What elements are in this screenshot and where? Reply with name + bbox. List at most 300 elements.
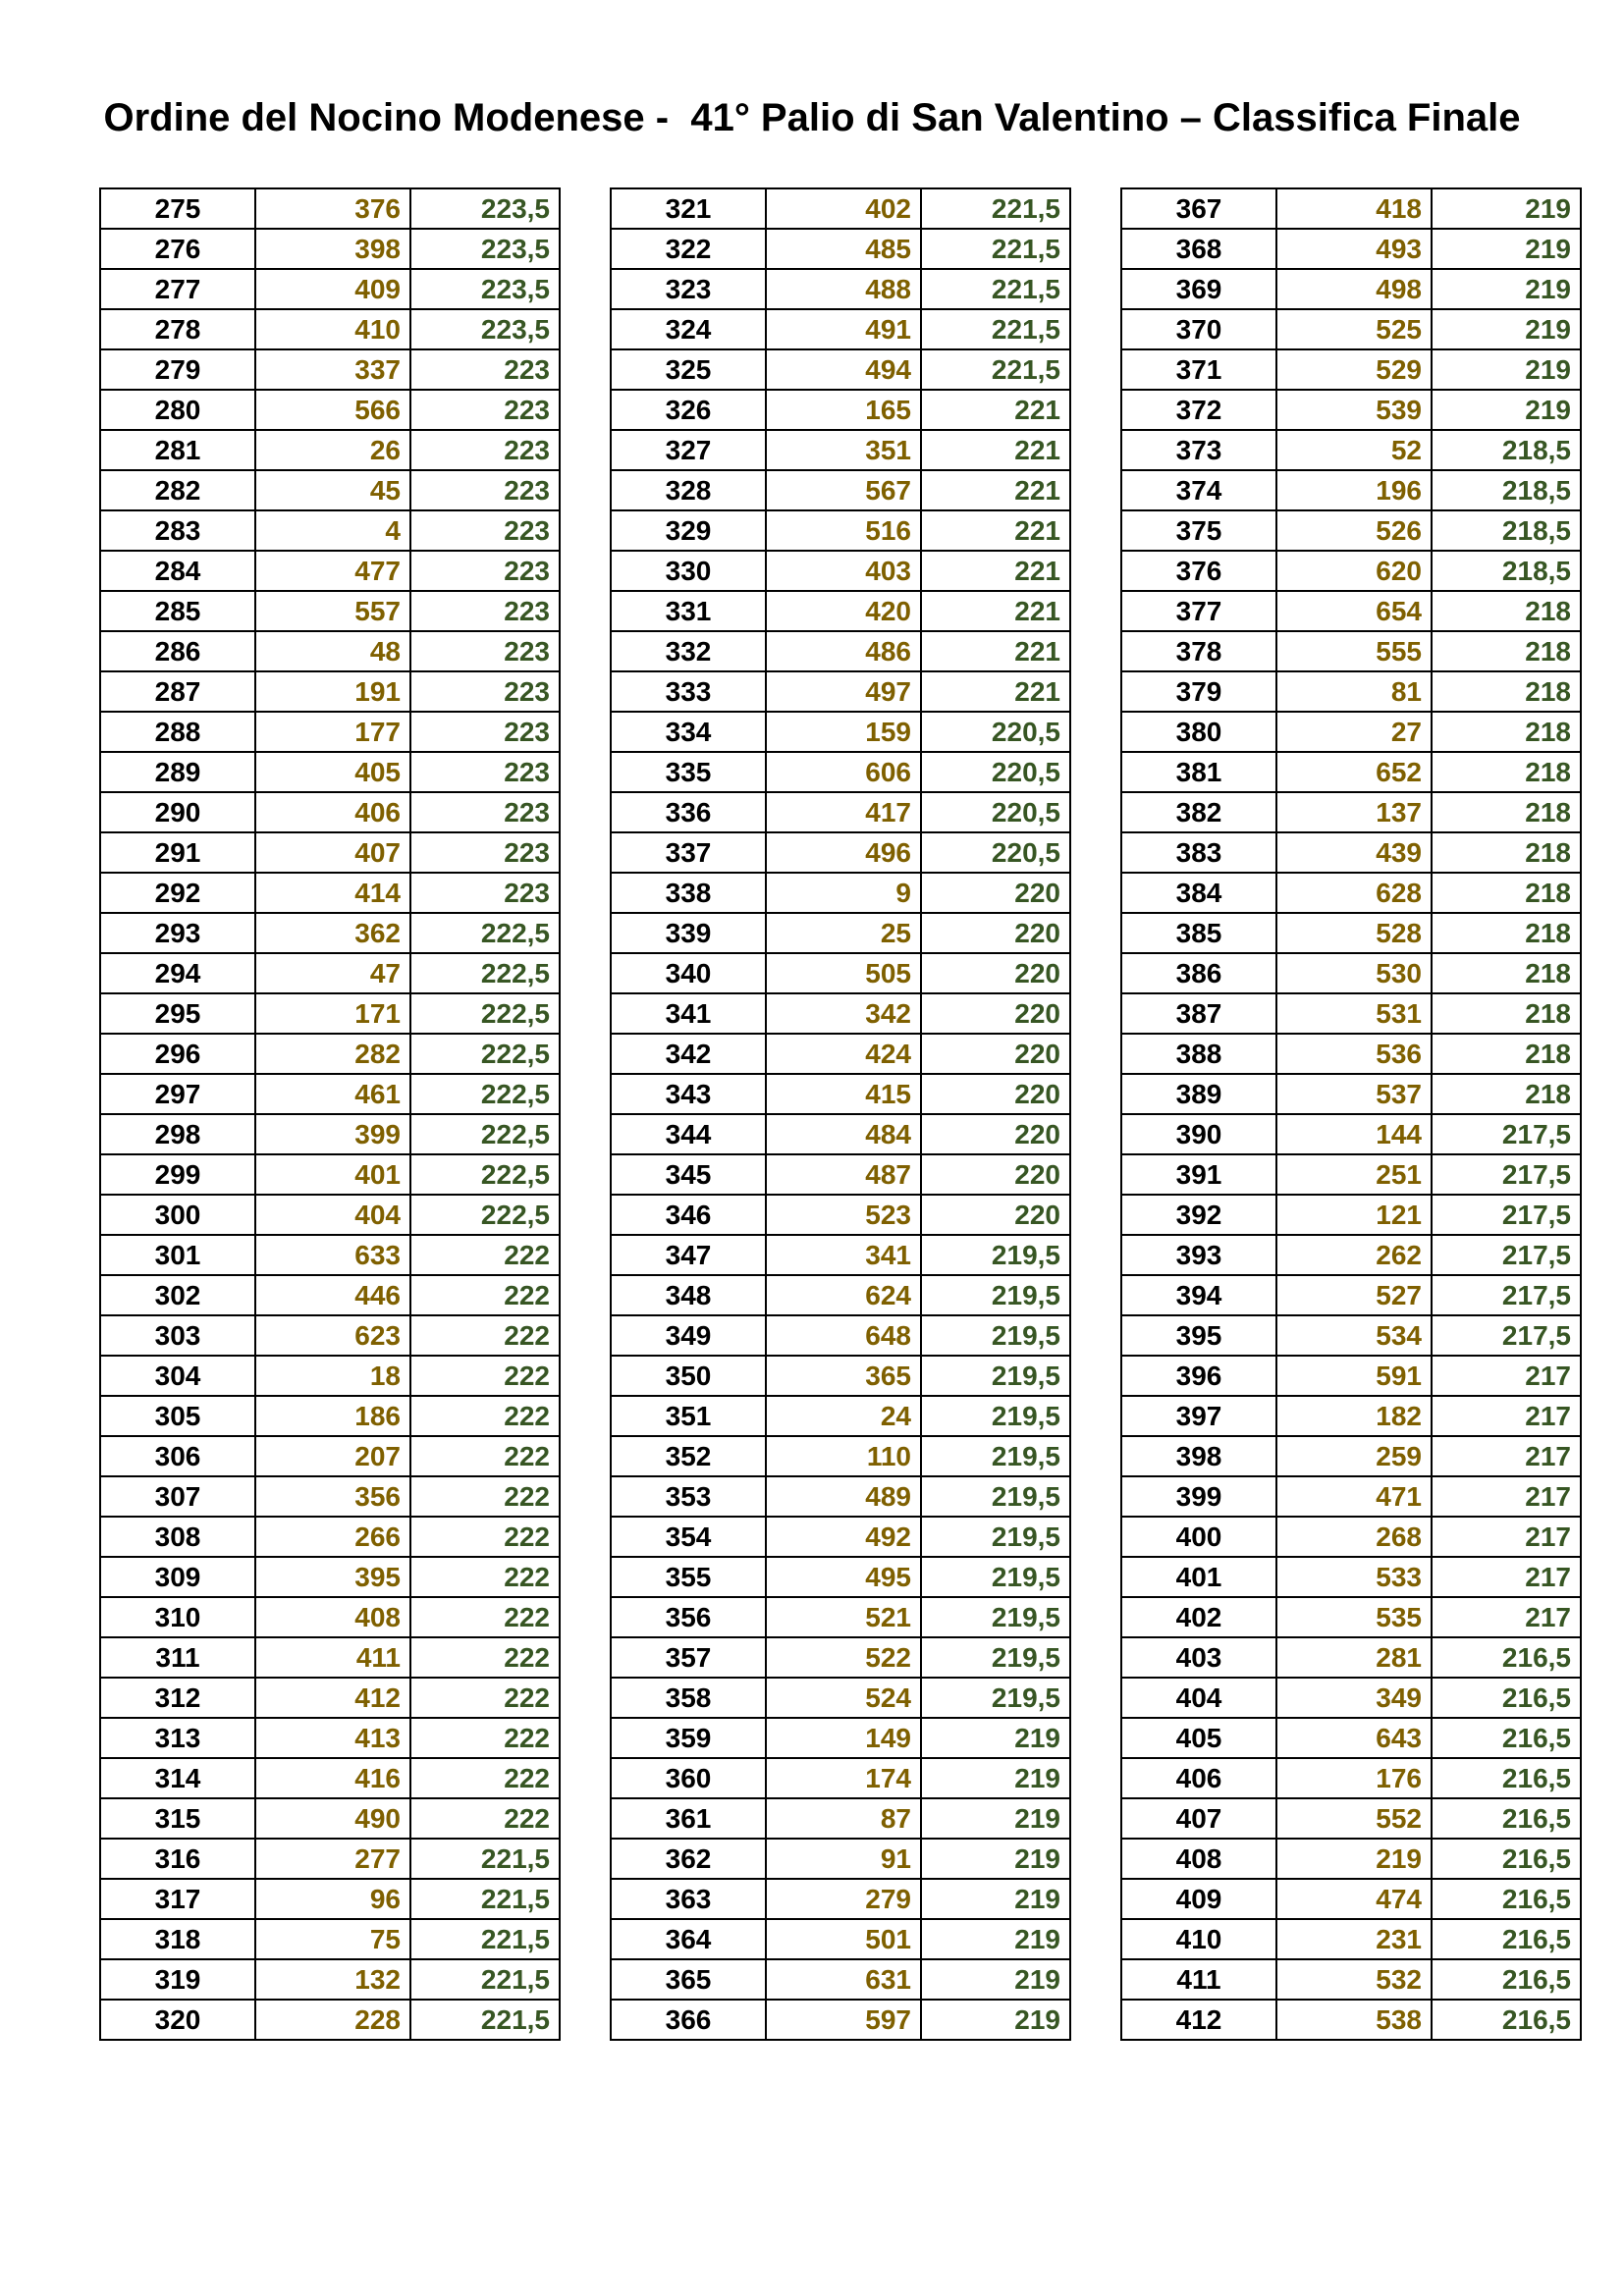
entry-code-cell: 96 <box>255 1879 410 1919</box>
entry-code-cell: 461 <box>255 1074 410 1114</box>
score-cell: 218,5 <box>1432 551 1581 591</box>
score-cell: 221,5 <box>921 229 1070 269</box>
score-cell: 216,5 <box>1432 1959 1581 2000</box>
table-row <box>1121 1436 1581 1476</box>
table-row <box>100 2000 560 2040</box>
entry-code-cell: 424 <box>766 1034 921 1074</box>
table-row <box>100 913 560 953</box>
score-cell: 222 <box>410 1758 560 1798</box>
entry-code-cell: 471 <box>1276 1476 1432 1517</box>
entry-code-cell: 652 <box>1276 752 1432 792</box>
score-cell: 222 <box>410 1275 560 1315</box>
score-cell: 220 <box>921 1074 1070 1114</box>
table-row <box>611 1758 1070 1798</box>
rank-cell: 347 <box>611 1235 766 1275</box>
table-row <box>100 1074 560 1114</box>
score-cell: 220 <box>921 873 1070 913</box>
rank-cell: 319 <box>100 1959 255 2000</box>
score-cell: 217,5 <box>1432 1195 1581 1235</box>
score-cell: 221 <box>921 671 1070 712</box>
entry-code-cell: 408 <box>255 1597 410 1637</box>
rank-cell: 390 <box>1121 1114 1276 1154</box>
entry-code-cell: 262 <box>1276 1235 1432 1275</box>
table-row <box>1121 1034 1581 1074</box>
table-row <box>1121 1074 1581 1114</box>
rank-cell: 410 <box>1121 1919 1276 1959</box>
entry-code-cell: 228 <box>255 2000 410 2040</box>
table-row <box>611 792 1070 832</box>
score-cell: 216,5 <box>1432 1839 1581 1879</box>
entry-code-cell: 494 <box>766 349 921 390</box>
entry-code-cell: 648 <box>766 1315 921 1356</box>
score-cell: 218 <box>1432 873 1581 913</box>
rank-cell: 370 <box>1121 309 1276 349</box>
score-cell: 220 <box>921 953 1070 993</box>
rank-cell: 380 <box>1121 712 1276 752</box>
entry-code-cell: 251 <box>1276 1154 1432 1195</box>
score-cell: 218 <box>1432 832 1581 873</box>
score-cell: 222 <box>410 1436 560 1476</box>
score-cell: 219 <box>1432 188 1581 229</box>
entry-code-cell: 633 <box>255 1235 410 1275</box>
entry-code-cell: 597 <box>766 2000 921 2040</box>
rank-cell: 366 <box>611 2000 766 2040</box>
score-cell: 223 <box>410 551 560 591</box>
table-row <box>611 1275 1070 1315</box>
table-row <box>611 1315 1070 1356</box>
rank-cell: 306 <box>100 1436 255 1476</box>
rank-cell: 392 <box>1121 1195 1276 1235</box>
entry-code-cell: 497 <box>766 671 921 712</box>
table-row <box>611 1557 1070 1597</box>
rank-cell: 401 <box>1121 1557 1276 1597</box>
rank-cell: 384 <box>1121 873 1276 913</box>
entry-code-cell: 81 <box>1276 671 1432 712</box>
rank-cell: 320 <box>100 2000 255 2040</box>
ranking-table-1 <box>99 187 561 2041</box>
score-cell: 219 <box>921 1758 1070 1798</box>
rank-cell: 364 <box>611 1919 766 1959</box>
entry-code-cell: 526 <box>1276 510 1432 551</box>
score-cell: 217 <box>1432 1396 1581 1436</box>
table-row <box>1121 1879 1581 1919</box>
rank-cell: 279 <box>100 349 255 390</box>
score-cell: 218 <box>1432 1034 1581 1074</box>
score-cell: 216,5 <box>1432 1879 1581 1919</box>
score-cell: 223 <box>410 390 560 430</box>
score-cell: 217 <box>1432 1557 1581 1597</box>
entry-code-cell: 191 <box>255 671 410 712</box>
score-cell: 218,5 <box>1432 510 1581 551</box>
score-cell: 219,5 <box>921 1637 1070 1678</box>
entry-code-cell: 75 <box>255 1919 410 1959</box>
score-cell: 219,5 <box>921 1517 1070 1557</box>
rank-cell: 286 <box>100 631 255 671</box>
entry-code-cell: 362 <box>255 913 410 953</box>
score-cell: 222 <box>410 1557 560 1597</box>
rank-cell: 315 <box>100 1798 255 1839</box>
score-cell: 218 <box>1432 953 1581 993</box>
entry-code-cell: 557 <box>255 591 410 631</box>
score-cell: 220 <box>921 1195 1070 1235</box>
table-row <box>100 1195 560 1235</box>
rank-cell: 334 <box>611 712 766 752</box>
rank-cell: 407 <box>1121 1798 1276 1839</box>
score-cell: 219,5 <box>921 1678 1070 1718</box>
rank-cell: 409 <box>1121 1879 1276 1919</box>
score-cell: 217 <box>1432 1517 1581 1557</box>
table-row <box>1121 1396 1581 1436</box>
rank-cell: 278 <box>100 309 255 349</box>
entry-code-cell: 505 <box>766 953 921 993</box>
score-cell: 216,5 <box>1432 1718 1581 1758</box>
table-row <box>1121 1356 1581 1396</box>
entry-code-cell: 531 <box>1276 993 1432 1034</box>
rank-cell: 383 <box>1121 832 1276 873</box>
rank-cell: 329 <box>611 510 766 551</box>
rank-cell: 403 <box>1121 1637 1276 1678</box>
table-row <box>1121 953 1581 993</box>
table-row <box>611 188 1070 229</box>
table-row <box>1121 1758 1581 1798</box>
score-cell: 222 <box>410 1235 560 1275</box>
score-cell: 219,5 <box>921 1396 1070 1436</box>
rank-cell: 277 <box>100 269 255 309</box>
entry-code-cell: 496 <box>766 832 921 873</box>
table-row <box>100 1275 560 1315</box>
score-cell: 217 <box>1432 1436 1581 1476</box>
rank-cell: 339 <box>611 913 766 953</box>
rank-cell: 318 <box>100 1919 255 1959</box>
table-row <box>100 953 560 993</box>
table-row <box>611 1235 1070 1275</box>
score-cell: 222 <box>410 1678 560 1718</box>
table-row <box>100 551 560 591</box>
rank-cell: 296 <box>100 1034 255 1074</box>
table-row <box>100 470 560 510</box>
rank-cell: 395 <box>1121 1315 1276 1356</box>
entry-code-cell: 413 <box>255 1718 410 1758</box>
score-cell: 223 <box>410 671 560 712</box>
rank-cell: 386 <box>1121 953 1276 993</box>
score-cell: 221 <box>921 510 1070 551</box>
score-cell: 221,5 <box>921 188 1070 229</box>
table-row <box>611 1195 1070 1235</box>
entry-code-cell: 489 <box>766 1476 921 1517</box>
table-row <box>100 873 560 913</box>
score-cell: 223 <box>410 470 560 510</box>
entry-code-cell: 529 <box>1276 349 1432 390</box>
rank-cell: 288 <box>100 712 255 752</box>
table-row <box>611 953 1070 993</box>
score-cell: 222 <box>410 1396 560 1436</box>
table-row <box>611 1154 1070 1195</box>
table-row <box>1121 551 1581 591</box>
rank-cell: 402 <box>1121 1597 1276 1637</box>
table-row <box>611 832 1070 873</box>
score-cell: 220 <box>921 993 1070 1034</box>
rank-cell: 355 <box>611 1557 766 1597</box>
score-cell: 222 <box>410 1798 560 1839</box>
score-cell: 216,5 <box>1432 1637 1581 1678</box>
rank-cell: 300 <box>100 1195 255 1235</box>
entry-code-cell: 266 <box>255 1517 410 1557</box>
score-cell: 217,5 <box>1432 1114 1581 1154</box>
entry-code-cell: 538 <box>1276 2000 1432 2040</box>
score-cell: 219 <box>921 1718 1070 1758</box>
table-row <box>100 1758 560 1798</box>
table-row <box>611 1074 1070 1114</box>
entry-code-cell: 420 <box>766 591 921 631</box>
table-row <box>1121 792 1581 832</box>
table-row <box>100 1879 560 1919</box>
score-cell: 217,5 <box>1432 1235 1581 1275</box>
rank-cell: 348 <box>611 1275 766 1315</box>
score-cell: 220 <box>921 1034 1070 1074</box>
score-cell: 220 <box>921 1114 1070 1154</box>
entry-code-cell: 566 <box>255 390 410 430</box>
score-cell: 223 <box>410 752 560 792</box>
rank-cell: 338 <box>611 873 766 913</box>
score-cell: 216,5 <box>1432 2000 1581 2040</box>
rank-cell: 323 <box>611 269 766 309</box>
entry-code-cell: 401 <box>255 1154 410 1195</box>
table-row <box>611 390 1070 430</box>
score-cell: 221,5 <box>921 269 1070 309</box>
entry-code-cell: 341 <box>766 1235 921 1275</box>
rank-cell: 336 <box>611 792 766 832</box>
table-row <box>100 510 560 551</box>
rank-cell: 357 <box>611 1637 766 1678</box>
table-row <box>611 2000 1070 2040</box>
score-cell: 218 <box>1432 913 1581 953</box>
entry-code-cell: 45 <box>255 470 410 510</box>
score-cell: 217 <box>1432 1476 1581 1517</box>
score-cell: 223,5 <box>410 269 560 309</box>
table-row <box>611 1798 1070 1839</box>
rank-cell: 294 <box>100 953 255 993</box>
rank-cell: 324 <box>611 309 766 349</box>
rank-cell: 352 <box>611 1436 766 1476</box>
score-cell: 223 <box>410 712 560 752</box>
rank-cell: 361 <box>611 1798 766 1839</box>
score-cell: 221,5 <box>921 349 1070 390</box>
table-row <box>611 510 1070 551</box>
score-cell: 220,5 <box>921 712 1070 752</box>
table-row <box>611 671 1070 712</box>
table-row <box>1121 873 1581 913</box>
rank-cell: 299 <box>100 1154 255 1195</box>
entry-code-cell: 365 <box>766 1356 921 1396</box>
entry-code-cell: 528 <box>1276 913 1432 953</box>
score-cell: 223 <box>410 349 560 390</box>
entry-code-cell: 48 <box>255 631 410 671</box>
table-row <box>100 1034 560 1074</box>
score-cell: 219,5 <box>921 1476 1070 1517</box>
table-row <box>100 1718 560 1758</box>
rank-cell: 388 <box>1121 1034 1276 1074</box>
table-row <box>100 993 560 1034</box>
score-cell: 217,5 <box>1432 1315 1581 1356</box>
score-cell: 223,5 <box>410 229 560 269</box>
rank-cell: 356 <box>611 1597 766 1637</box>
entry-code-cell: 486 <box>766 631 921 671</box>
table-row <box>100 1517 560 1557</box>
entry-code-cell: 409 <box>255 269 410 309</box>
table-row <box>611 269 1070 309</box>
entry-code-cell: 25 <box>766 913 921 953</box>
score-cell: 222 <box>410 1637 560 1678</box>
rank-cell: 285 <box>100 591 255 631</box>
entry-code-cell: 516 <box>766 510 921 551</box>
entry-code-cell: 259 <box>1276 1436 1432 1476</box>
table-row <box>100 1637 560 1678</box>
score-cell: 221 <box>921 551 1070 591</box>
table-row <box>611 1718 1070 1758</box>
table-row <box>100 1919 560 1959</box>
entry-code-cell: 439 <box>1276 832 1432 873</box>
rank-cell: 282 <box>100 470 255 510</box>
entry-code-cell: 407 <box>255 832 410 873</box>
entry-code-cell: 418 <box>1276 188 1432 229</box>
entry-code-cell: 174 <box>766 1758 921 1798</box>
score-cell: 219 <box>1432 229 1581 269</box>
table-row <box>611 1879 1070 1919</box>
entry-code-cell: 9 <box>766 873 921 913</box>
score-cell: 219 <box>921 1959 1070 2000</box>
entry-code-cell: 395 <box>255 1557 410 1597</box>
score-cell: 219 <box>921 1798 1070 1839</box>
table-row <box>1121 309 1581 349</box>
rank-cell: 391 <box>1121 1154 1276 1195</box>
table-row <box>1121 1476 1581 1517</box>
table-row <box>100 229 560 269</box>
score-cell: 217 <box>1432 1597 1581 1637</box>
entry-code-cell: 47 <box>255 953 410 993</box>
entry-code-cell: 534 <box>1276 1315 1432 1356</box>
score-cell: 222,5 <box>410 1195 560 1235</box>
rank-cell: 309 <box>100 1557 255 1597</box>
score-cell: 219,5 <box>921 1356 1070 1396</box>
rank-cell: 314 <box>100 1758 255 1798</box>
rank-cell: 368 <box>1121 229 1276 269</box>
entry-code-cell: 552 <box>1276 1798 1432 1839</box>
table-row <box>1121 913 1581 953</box>
rank-cell: 393 <box>1121 1235 1276 1275</box>
entry-code-cell: 490 <box>255 1798 410 1839</box>
rank-cell: 317 <box>100 1879 255 1919</box>
table-row <box>1121 430 1581 470</box>
score-cell: 219 <box>921 1839 1070 1879</box>
score-cell: 219,5 <box>921 1275 1070 1315</box>
score-cell: 222 <box>410 1315 560 1356</box>
table-row <box>611 993 1070 1034</box>
table-row <box>100 430 560 470</box>
score-cell: 222,5 <box>410 913 560 953</box>
rank-cell: 283 <box>100 510 255 551</box>
score-cell: 219 <box>1432 269 1581 309</box>
rank-cell: 400 <box>1121 1517 1276 1557</box>
table-row <box>1121 1919 1581 1959</box>
table-row <box>1121 752 1581 792</box>
rank-cell: 333 <box>611 671 766 712</box>
entry-code-cell: 171 <box>255 993 410 1034</box>
entry-code-cell: 591 <box>1276 1356 1432 1396</box>
entry-code-cell: 268 <box>1276 1517 1432 1557</box>
table-row <box>611 1396 1070 1436</box>
table-row <box>100 1597 560 1637</box>
entry-code-cell: 176 <box>1276 1758 1432 1798</box>
entry-code-cell: 182 <box>1276 1396 1432 1436</box>
score-cell: 221 <box>921 591 1070 631</box>
table-row <box>1121 1959 1581 2000</box>
score-cell: 221,5 <box>410 1919 560 1959</box>
rank-cell: 335 <box>611 752 766 792</box>
rank-cell: 326 <box>611 390 766 430</box>
table-row <box>1121 1275 1581 1315</box>
table-row <box>611 1356 1070 1396</box>
rank-cell: 365 <box>611 1959 766 2000</box>
rank-cell: 303 <box>100 1315 255 1356</box>
entry-code-cell: 144 <box>1276 1114 1432 1154</box>
score-cell: 219,5 <box>921 1597 1070 1637</box>
rank-cell: 371 <box>1121 349 1276 390</box>
rank-cell: 310 <box>100 1597 255 1637</box>
entry-code-cell: 525 <box>1276 309 1432 349</box>
score-cell: 222 <box>410 1597 560 1637</box>
rank-cell: 291 <box>100 832 255 873</box>
rank-cell: 331 <box>611 591 766 631</box>
table-row <box>1121 188 1581 229</box>
table-row <box>100 309 560 349</box>
entry-code-cell: 277 <box>255 1839 410 1879</box>
entry-code-cell: 406 <box>255 792 410 832</box>
score-cell: 222,5 <box>410 1074 560 1114</box>
rank-cell: 276 <box>100 229 255 269</box>
rank-cell: 311 <box>100 1637 255 1678</box>
score-cell: 219,5 <box>921 1235 1070 1275</box>
rank-cell: 290 <box>100 792 255 832</box>
score-cell: 219,5 <box>921 1436 1070 1476</box>
table-row <box>100 390 560 430</box>
table-row <box>611 1114 1070 1154</box>
score-cell: 222,5 <box>410 1114 560 1154</box>
score-cell: 218 <box>1432 792 1581 832</box>
score-cell: 221,5 <box>410 2000 560 2040</box>
entry-code-cell: 121 <box>1276 1195 1432 1235</box>
table-row <box>1121 1154 1581 1195</box>
rank-cell: 321 <box>611 188 766 229</box>
rank-cell: 358 <box>611 1678 766 1718</box>
table-row <box>100 1396 560 1436</box>
rank-cell: 330 <box>611 551 766 591</box>
table-row <box>1121 591 1581 631</box>
table-row <box>100 349 560 390</box>
rank-cell: 408 <box>1121 1839 1276 1879</box>
rank-cell: 387 <box>1121 993 1276 1034</box>
entry-code-cell: 492 <box>766 1517 921 1557</box>
rank-cell: 367 <box>1121 188 1276 229</box>
entry-code-cell: 231 <box>1276 1919 1432 1959</box>
table-row <box>1121 349 1581 390</box>
table-row <box>100 712 560 752</box>
score-cell: 218 <box>1432 671 1581 712</box>
entry-code-cell: 488 <box>766 269 921 309</box>
entry-code-cell: 282 <box>255 1034 410 1074</box>
table-row <box>1121 1315 1581 1356</box>
table-row <box>100 792 560 832</box>
rank-cell: 369 <box>1121 269 1276 309</box>
